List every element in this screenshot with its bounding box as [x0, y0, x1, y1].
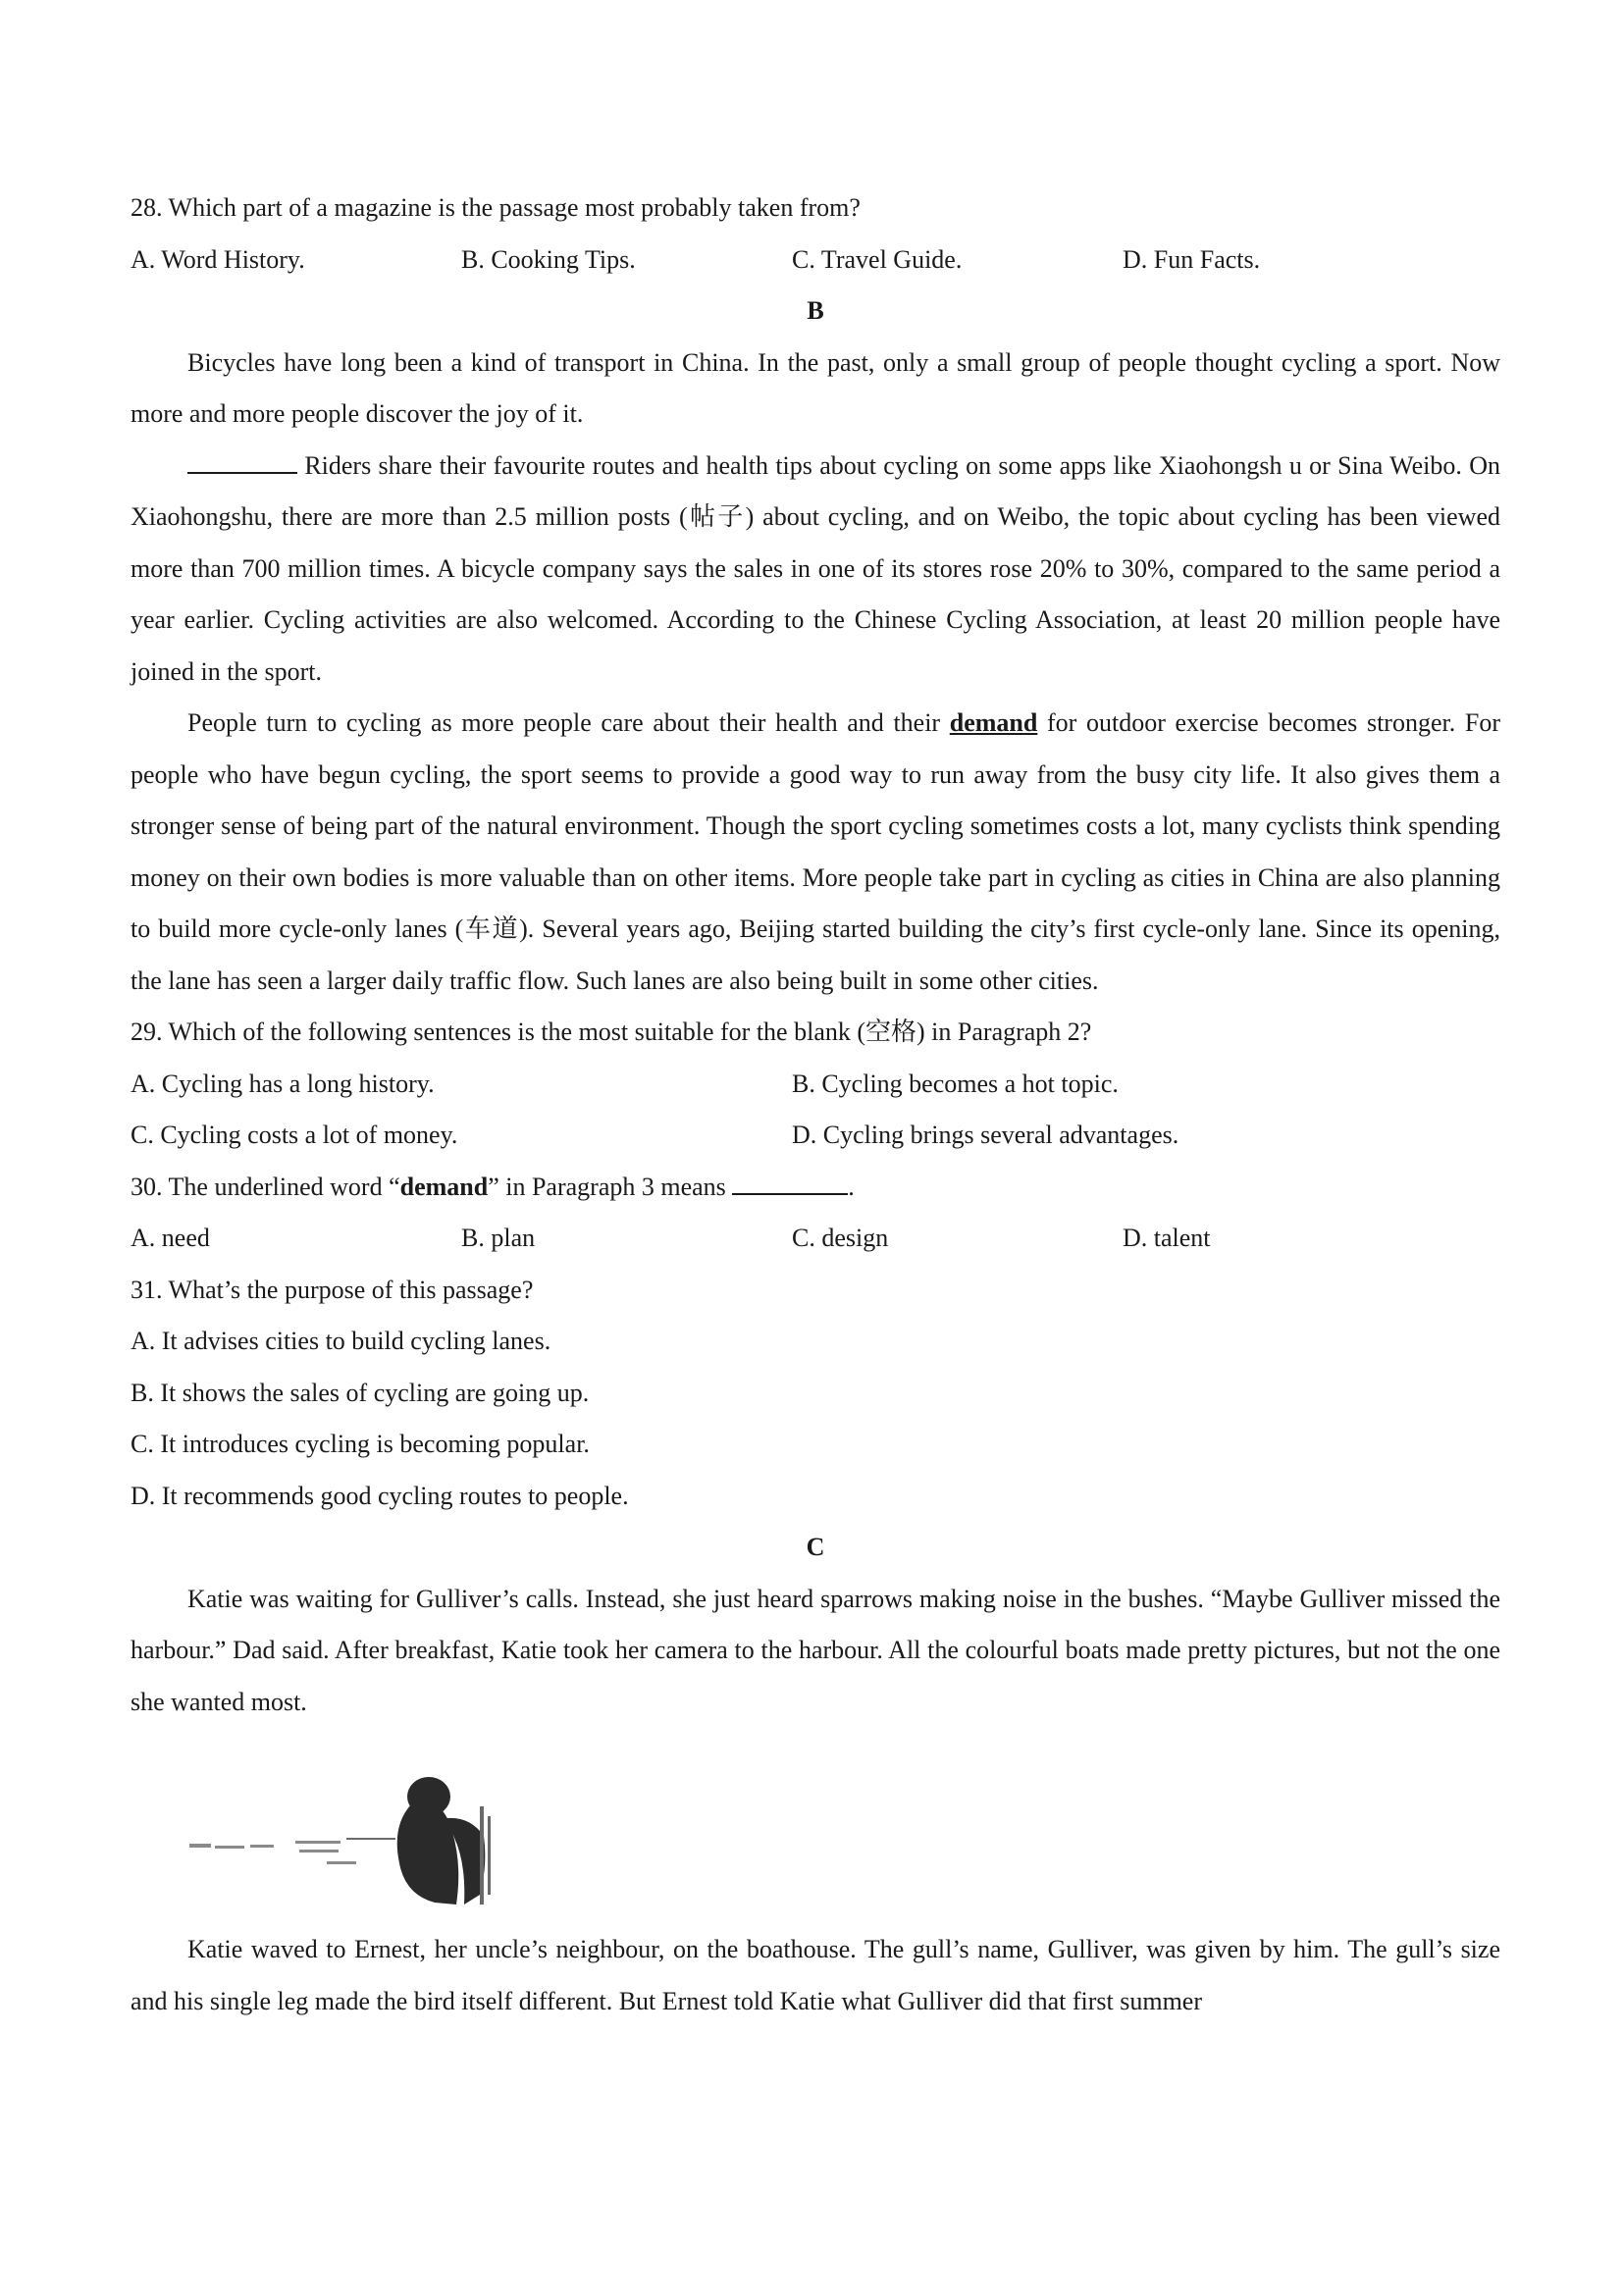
- q28-stem: 28. Which part of a magazine is the passage most probably taken from?: [131, 193, 861, 222]
- section-b-label: B: [807, 296, 824, 325]
- q30-option-c[interactable]: C. design: [792, 1224, 889, 1252]
- passage-c-paragraph-1: Katie was waiting for Gulliver’s calls. Instead, she just heard sparrows making noise in the bushes. “Maybe Gulliver missed the harbour.” Dad said. After breakfast, Katie took her camera to the harbour. All the colourful boats made pretty pictures, but not the one she wanted most.: [131, 1584, 1500, 1716]
- q30-option-a[interactable]: A. need: [131, 1224, 210, 1252]
- q30-stem: [131, 1162, 1500, 1214]
- passage-b-paragraph-3-rest: for outdoor exercise becomes stronger. For people who have begun cycling, the sport seems to provide a good way to run away from the busy city life. It also gives them a stronger sense of being part of the natural environment. Though the sport cycling sometimes costs a lot, many cyclists think spending money on their own bodies is more valuable than on other items. More people take part in cycling as cities in China are also planning to build more cycle-only lanes (车道). Several years ago, Beijing started building the city’s first cycle-only lane. Since its opening, the lane has seen a larger daily traffic flow. Such lanes are also being built in some other cities.: [131, 708, 1501, 995]
- q30-stem-start: 30. The underlined word “: [131, 1172, 400, 1201]
- passage-b-paragraph-2-text: Riders share their favourite routes and health tips about cycling on some apps like Xiaohongsh u or Sina Weibo. On Xiaohongshu, there are more than 2.5 million posts (帖子) about cycling, and on Weibo, the topic about cycling has been viewed more than 700 million times. A bicycle company says the sales in one of its stores rose 20% to 30%, compared to the same period a year earlier. Cycling activities are also welcomed. According to the Chinese Cycling Association, at least 20 million people have joined in the sport.: [131, 450, 1500, 686]
- q29-options-row-2: [131, 1110, 1500, 1162]
- passage-c-paragraph-2: Katie waved to Ernest, her uncle’s neighbour, on the boathouse. The gull’s name, Gulliver, was given by him. The gull’s size and his single leg made the bird itself different. But Ernest told Katie what Gulliver did that first summer: [131, 1935, 1500, 2015]
- q29-option-b[interactable]: B. Cycling becomes a hot topic.: [792, 1069, 1119, 1098]
- passage-b-paragraph-1: Bicycles have long been a kind of transport in China. In the past, only a small group of people thought cycling a sport. Now more and more people discover the joy of it.: [131, 347, 1500, 428]
- exam-page: [131, 183, 1500, 2027]
- passage-b-paragraph-3-start: People turn to cycling as more people care about their health and their: [187, 708, 950, 737]
- q29-options-row-1: [131, 1059, 1500, 1111]
- q30-stem-end: .: [848, 1172, 855, 1201]
- q28-options: [131, 235, 1500, 287]
- passage-b-paragraph-2: [131, 441, 1500, 699]
- q30-answer-blank: [732, 1170, 848, 1195]
- underlined-word-demand: demand: [949, 708, 1038, 737]
- q31-option-b[interactable]: B. It shows the sales of cycling are going up.: [131, 1378, 590, 1407]
- q30-options: [131, 1213, 1500, 1265]
- answer-blank: [187, 446, 297, 474]
- bird-silhouette-image: [189, 1748, 503, 1914]
- passage-b-paragraph-3: [131, 698, 1500, 1007]
- q29-option-c[interactable]: C. Cycling costs a lot of money.: [131, 1121, 458, 1149]
- q30-stem-word: demand: [399, 1172, 489, 1201]
- q28-option-a[interactable]: A. Word History.: [131, 244, 305, 274]
- q29-stem: 29. Which of the following sentences is the most suitable for the blank (空格) in Paragraph 2?: [131, 1018, 1092, 1046]
- q29-option-a[interactable]: A. Cycling has a long history.: [131, 1069, 435, 1098]
- q31-stem: 31. What’s the purpose of this passage?: [131, 1275, 534, 1304]
- story-illustration: [131, 1748, 1500, 1914]
- q31-option-d[interactable]: D. It recommends good cycling routes to people.: [131, 1481, 629, 1510]
- q31-option-a[interactable]: A. It advises cities to build cycling lanes.: [131, 1327, 551, 1355]
- q30-option-d[interactable]: D. talent: [1123, 1224, 1211, 1252]
- q28-option-c[interactable]: C. Travel Guide.: [792, 244, 963, 274]
- q28-option-b[interactable]: B. Cooking Tips.: [461, 244, 636, 274]
- q29-option-d[interactable]: D. Cycling brings several advantages.: [792, 1121, 1179, 1149]
- q31-option-c[interactable]: C. It introduces cycling is becoming popular.: [131, 1430, 590, 1458]
- q30-option-b[interactable]: B. plan: [461, 1224, 536, 1252]
- section-c-label: C: [806, 1533, 825, 1561]
- q30-stem-middle: ” in Paragraph 3 means: [488, 1172, 733, 1201]
- q28-option-d[interactable]: D. Fun Facts.: [1123, 244, 1261, 274]
